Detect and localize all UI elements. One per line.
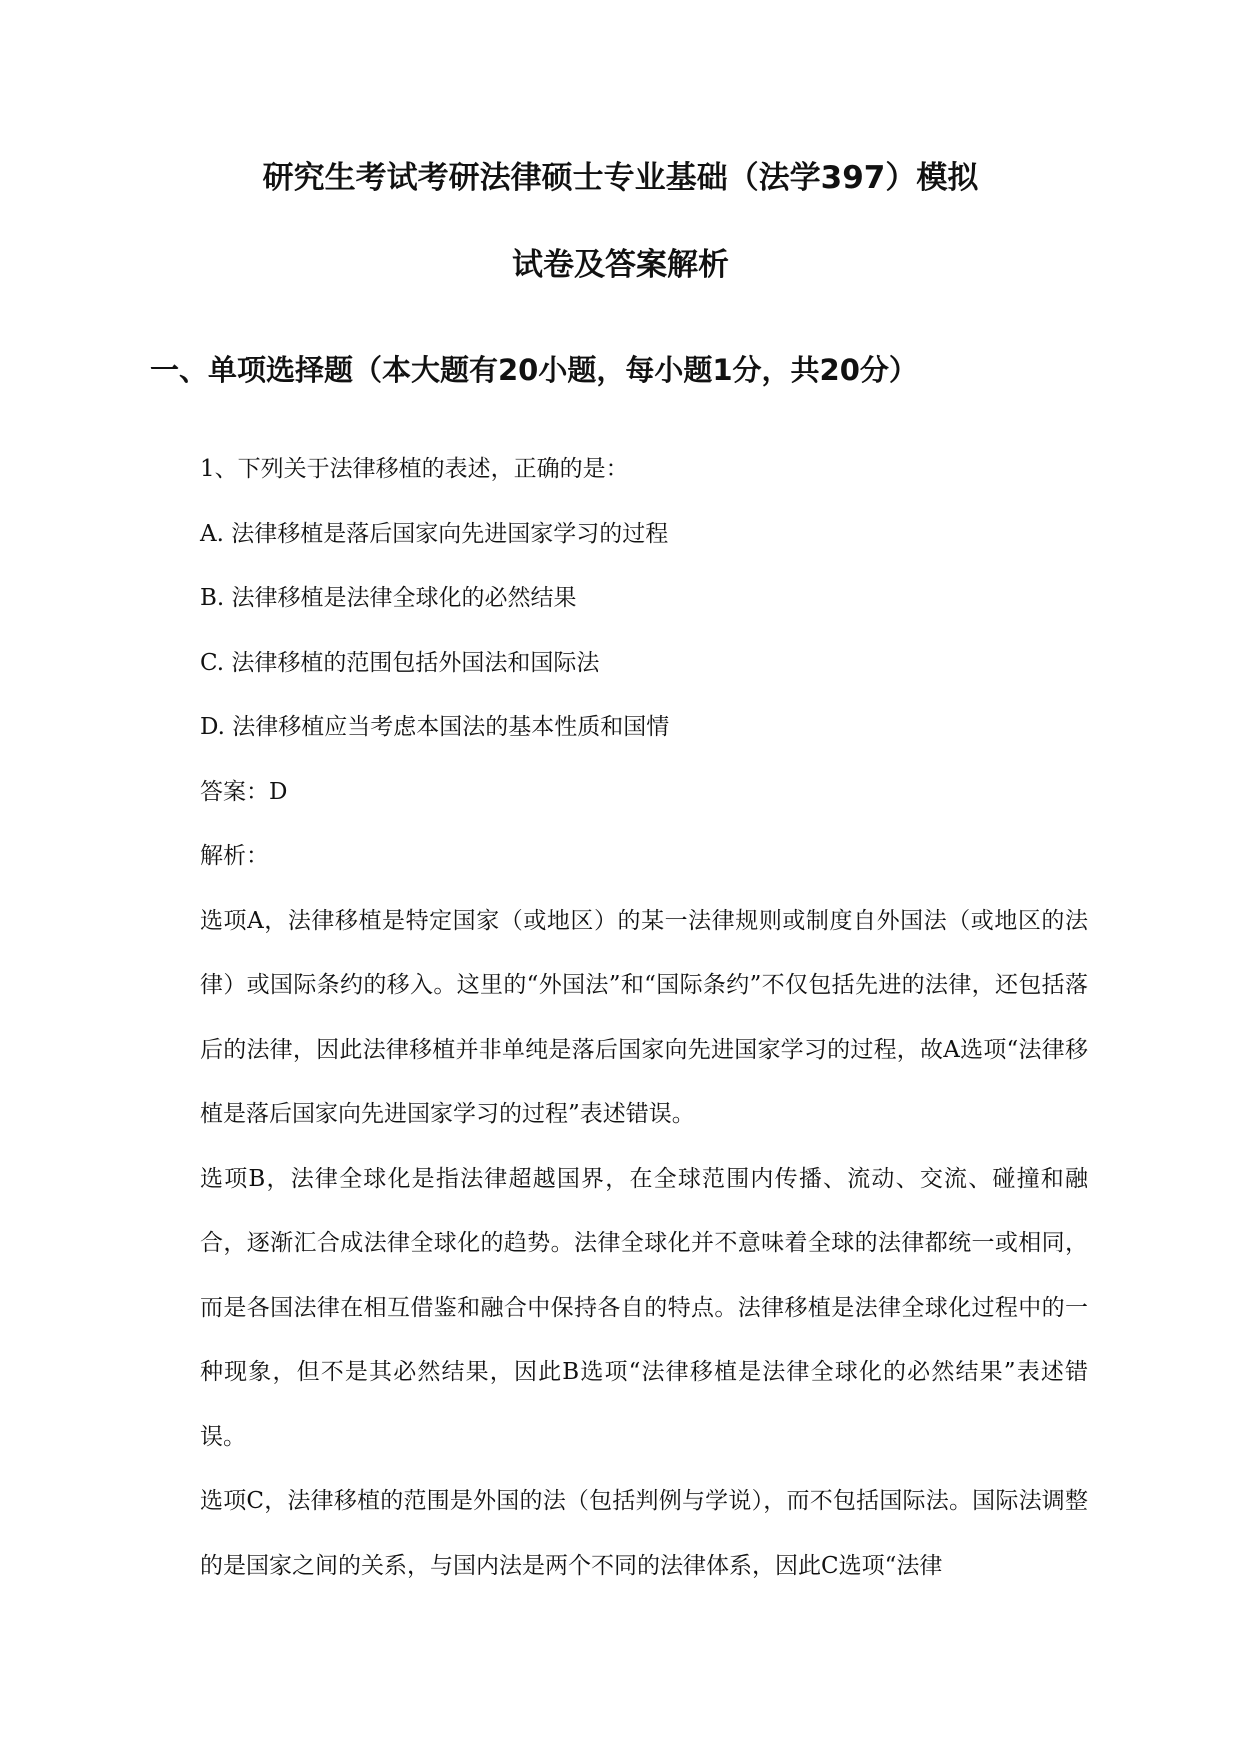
option-b: B. 法律移植是法律全球化的必然结果 — [200, 585, 577, 611]
option-d: D. 法律移植应当考虑本国法的基本性质和国情 — [200, 714, 670, 740]
section-heading: 一、单项选择题（本大题有20小题，每小题1分，共20分） — [150, 353, 918, 387]
document-title-line-2: 试卷及答案解析 — [512, 247, 729, 283]
question-stem: 1、下列关于法律移植的表述，正确的是： — [200, 456, 629, 482]
question-block — [200, 437, 1088, 1598]
option-c: C. 法律移植的范围包括外国法和国际法 — [200, 649, 600, 676]
answer: 答案：D — [200, 778, 288, 805]
document-title-line-1: 研究生考试考研法律硕士专业基础（法学397）模拟 — [262, 160, 979, 196]
analysis-paragraph-b: 选项B，法律全球化是指法律超越国界，在全球范围内传播、流动、交流、碰撞和融合，逐渐汇合成法律全球化的趋势。法律全球化并不意味着全球的法律都统一或相同，而是各国法律在相互借鉴和融合中保持各自的特点。法律移植是法律全球化过程中的一种现象，但不是其必然结果，因此B选项“法律移植是法律全球化的必然结果”表述错误。 — [200, 1165, 1088, 1450]
option-a: A. 法律移植是落后国家向先进国家学习的过程 — [200, 520, 669, 547]
analysis-label: 解析： — [200, 843, 269, 869]
analysis-paragraph-a: 选项A，法律移植是特定国家（或地区）的某一法律规则或制度自外国法（或地区的法律）或国际条约的移入。这里的“外国法”和“国际条约”不仅包括先进的法律，还包括落后的法律，因此法律移植并非单纯是落后国家向先进国家学习的过程，故A选项“法律移植是落后国家向先进国家学习的过程”表述错误。 — [200, 907, 1088, 1127]
analysis-paragraph-c: 选项C，法律移植的范围是外国的法（包括判例与学说），而不包括国际法。国际法调整的是国家之间的关系，与国内法是两个不同的法律体系，因此C选项“法律 — [200, 1488, 1088, 1579]
